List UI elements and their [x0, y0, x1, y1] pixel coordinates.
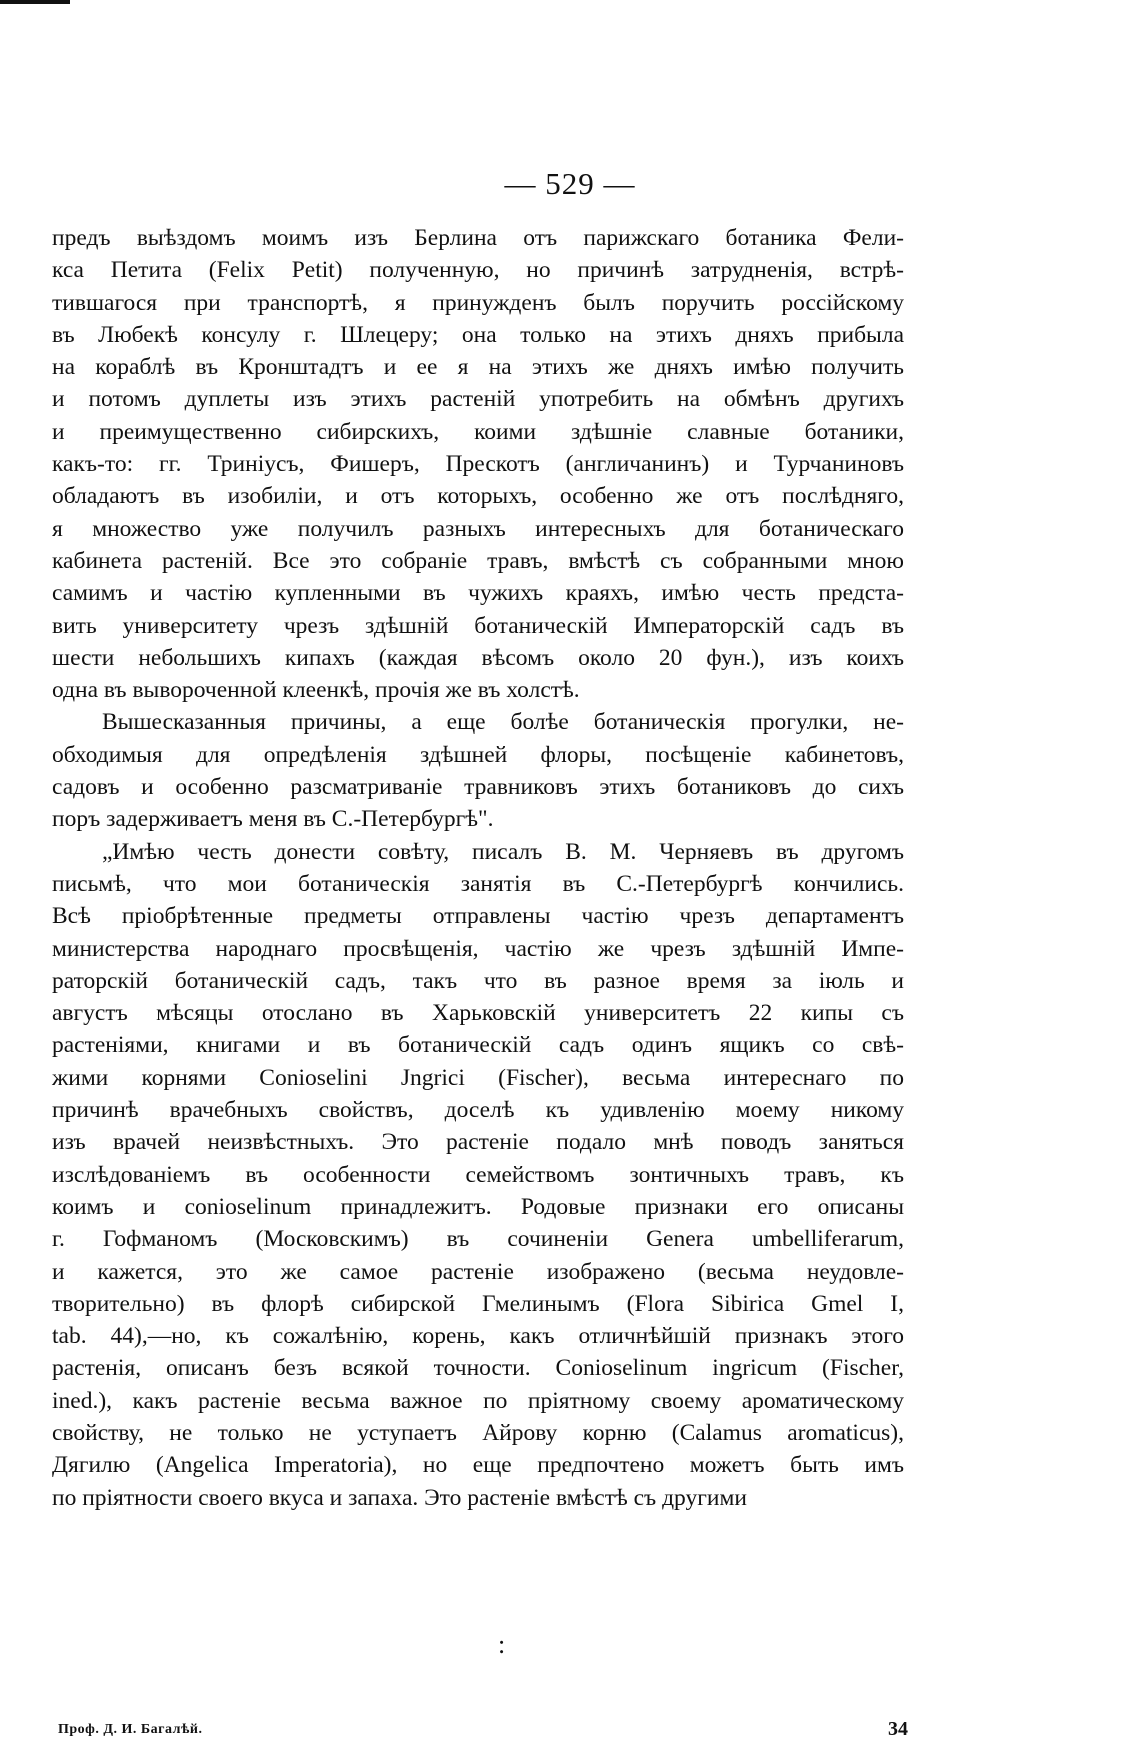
text-line: письмѣ, что мои ботаническія занятія въ С.-Петербургѣ кончились.: [52, 870, 904, 897]
text-line: tab. 44),—но, къ сожалѣнію, корень, какъ отличнѣйшій признакъ этого: [52, 1323, 904, 1350]
text-line: августъ мѣсяцы отослано въ Харьковскій университетъ 22 кипы съ: [52, 1000, 904, 1027]
text-line: самимъ и частію купленными въ чужихъ краяхъ, имѣю честь предста-: [52, 580, 904, 607]
paragraph: [52, 222, 904, 706]
footer-author: Проф. Д. И. Багалѣй.: [58, 1722, 203, 1737]
text-line: въ Любекѣ консулу г. Шлецеру; она только на этихъ дняхъ прибыла: [52, 321, 904, 348]
scan-corner-mark: [0, 0, 70, 4]
text-line: министерства народнаго просвѣщенія, частію же чрезъ здѣшній Импе-: [52, 935, 904, 962]
footer-signature-mark: 34: [888, 1718, 908, 1740]
text-line: растеніями, книгами и въ ботаническій садъ одинъ ящикъ со свѣ-: [52, 1032, 904, 1059]
text-line: Вышесказанныя причины, а еще болѣе ботаническія прогулки, не-: [102, 709, 904, 736]
body-text: [52, 222, 904, 1514]
text-line: ined.), какъ растеніе весьма важное по пріятному своему ароматическому: [52, 1387, 904, 1414]
text-line: предъ выѣздомъ моимъ изъ Берлина отъ парижскаго ботаника Фели-: [52, 225, 904, 251]
text-line: вить университету чрезъ здѣшній ботаническій Императорскій садъ въ: [52, 612, 904, 639]
text-line: одна въ вывороченной клеенкѣ, прочія же въ холстѣ.: [52, 677, 580, 704]
text-line: жими корнями Conioselini Jngrici (Fischer), весьма интереснаго по: [52, 1064, 904, 1091]
text-line: садовъ и особенно разсматриваніе травниковъ этихъ ботаниковъ до сихъ: [52, 774, 904, 801]
text-line: изъ врачей неизвѣстныхъ. Это растеніе подало мнѣ поводъ заняться: [52, 1129, 904, 1156]
text-line: причинѣ врачебныхъ свойствъ, доселѣ къ удивленію моему никому: [52, 1097, 904, 1124]
paragraph: [52, 706, 904, 835]
text-line: и кажется, это же самое растеніе изображено (весьма неудовле-: [52, 1258, 904, 1285]
text-line: свойству, не только не уступаетъ Айрову корню (Calamus aromaticus),: [52, 1419, 904, 1446]
text-line: раторскій ботаническій садъ, такъ что въ разное время за іюль и: [52, 967, 904, 994]
text-line: кса Петита (Felix Petit) полученную, но причинѣ затрудненія, встрѣ-: [52, 257, 904, 284]
text-line: на кораблѣ въ Кронштадтъ и ее я на этихъ же дняхъ имѣю получить: [52, 354, 904, 381]
text-line: Дягилю (Angelica Imperatoria), но еще предпочтено можетъ быть имъ: [52, 1452, 904, 1479]
text-line: я множество уже получилъ разныхъ интересныхъ для ботаническаго: [52, 515, 904, 542]
text-line: растенія, описанъ безъ всякой точности. Conioselinum ingricum (Fischer,: [52, 1355, 904, 1382]
text-line: тившагося при транспортѣ, я принужденъ былъ поручить россійскому: [52, 289, 904, 316]
paragraph: [52, 836, 904, 1514]
stray-mark: :: [498, 1630, 506, 1659]
text-line: поръ задерживаетъ меня въ С.-Петербургѣ".: [52, 806, 494, 833]
text-line: и преимущественно сибирскихъ, коими здѣшніе славные ботаники,: [52, 418, 904, 445]
text-line: кабинета растеній. Все это собраніе травъ, вмѣстѣ съ собранными мною: [52, 547, 904, 574]
text-line: г. Гофманомъ (Московскимъ) въ сочиненіи Genera umbelliferarum,: [52, 1226, 904, 1253]
text-line: Всѣ пріобрѣтенные предметы отправлены частію чрезъ департаментъ: [52, 903, 904, 930]
text-line: шести небольшихъ кипахъ (каждая вѣсомъ около 20 фун.), изъ коихъ: [52, 644, 904, 671]
text-line: изслѣдованіемъ въ особенности семействомъ зонтичныхъ травъ, къ: [52, 1161, 904, 1188]
text-line: и потомъ дуплеты изъ этихъ растеній употребить на обмѣнъ другихъ: [52, 386, 904, 413]
text-line: обладаютъ въ изобиліи, и отъ которыхъ, особенно же отъ послѣдняго,: [52, 483, 904, 510]
text-line: коимъ и conioselinum принадлежитъ. Родовые признаки его описаны: [52, 1193, 904, 1220]
text-line: по пріятности своего вкуса и запаха. Это растеніе вмѣстѣ съ другими: [52, 1484, 747, 1511]
text-line: творительно) въ флорѣ сибирской Гмелинымъ (Flora Sibirica Gmel I,: [52, 1290, 904, 1317]
text-line: „Имѣю честь донести совѣту, писалъ В. М. Черняевъ въ другомъ: [102, 838, 904, 865]
text-line: какъ-то: гг. Триніусъ, Фишеръ, Прескотъ (англичанинъ) и Турчаниновъ: [52, 451, 904, 478]
page-number: — 529 —: [504, 166, 636, 201]
text-line: обходимыя для опредѣленія здѣшней флоры, посѣщеніе кабинетовъ,: [52, 741, 904, 768]
